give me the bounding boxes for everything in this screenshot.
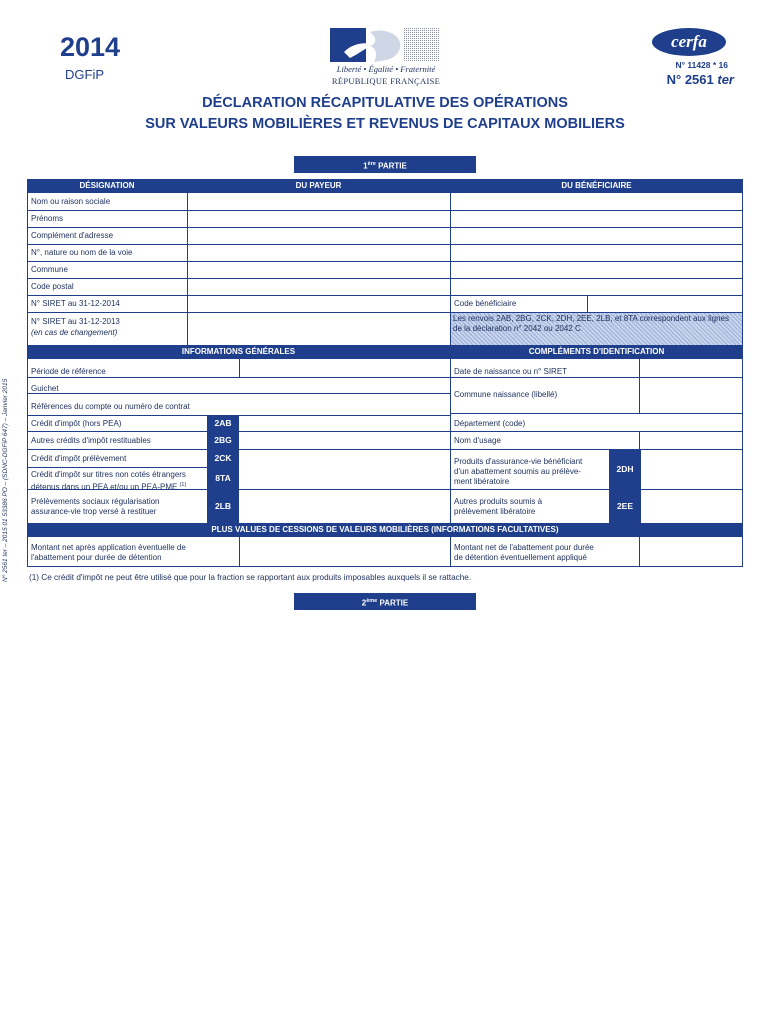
periode-field[interactable] <box>240 360 450 377</box>
code-2ab: 2AB <box>207 415 239 431</box>
beneficiaire-voie-field[interactable] <box>451 245 742 261</box>
label-credit-prelevement: Crédit d'impôt prélèvement <box>31 454 127 463</box>
republic-name: RÉPUBLIQUE FRANÇAISE <box>331 76 441 86</box>
label-montant-abattement-2: de détention éventuellement appliqué <box>454 553 587 562</box>
label-code-beneficiaire: Code bénéficiaire <box>454 299 517 308</box>
header-designation: DÉSIGNATION <box>27 179 187 193</box>
form-number <box>560 72 734 87</box>
label-nom-usage: Nom d'usage <box>454 436 501 445</box>
code-2ee: 2EE <box>609 490 641 523</box>
label-voie: N°, nature ou nom de la voie <box>31 248 133 257</box>
label-autres-2: prélèvement libératoire <box>454 507 536 516</box>
label-produits-2: d'un abattement soumis au prélève- <box>454 467 581 476</box>
label-siret-2013-note: (en cas de changement) <box>31 328 118 337</box>
part-1-banner <box>294 156 476 173</box>
code-2bg: 2BG <box>207 432 239 449</box>
label-guichet: Guichet <box>31 384 59 393</box>
payeur-siret-2013-field[interactable] <box>188 313 450 345</box>
label-montant-net-1: Montant net après application éventuelle de <box>31 543 186 552</box>
label-credit-hors-pea: Crédit d'impôt (hors PEA) <box>31 419 122 428</box>
label-prenoms: Prénoms <box>31 214 64 223</box>
marianne-logo <box>330 28 440 62</box>
nom-usage-field[interactable] <box>640 432 742 449</box>
credit-2ck-field[interactable] <box>240 450 450 467</box>
label-montant-abattement-1: Montant net de l'abattement pour durée <box>454 543 594 552</box>
label-montant-net-2: l'abattement pour durée de détention <box>31 553 162 562</box>
label-siret-2013: N° SIRET au 31-12-2013 <box>31 317 120 326</box>
header-plus-values: PLUS VALUES DE CESSIONS DE VALEURS MOBILIÈRES (INFORMATIONS FACULTATIVES) <box>27 523 743 537</box>
label-periode: Période de référence <box>31 367 106 376</box>
label-produits-1: Produits d'assurance-vie bénéficiant <box>454 457 583 466</box>
label-credit-titres-2-text: détenus dans un PEA et/ou un PEA-PME <box>31 482 178 492</box>
col-line <box>450 537 451 567</box>
form-number-main: N° 2561 <box>666 72 714 87</box>
payeur-voie-field[interactable] <box>188 245 450 261</box>
footnote: (1) Ce crédit d'impôt ne peut être utilisé que pour la fraction se rapportant aux produits imposables auxquels il se rattache. <box>29 573 472 582</box>
republic-motto: Liberté • Égalité • Fraternité <box>336 64 436 74</box>
form-table <box>27 179 743 567</box>
beneficiaire-commune-field[interactable] <box>451 262 742 278</box>
label-nom: Nom ou raison sociale <box>31 197 111 206</box>
commune-naissance-field[interactable] <box>640 378 742 413</box>
label-references: Références du compte ou numéro de contrat <box>31 402 190 411</box>
beneficiaire-code-postal-field[interactable] <box>451 279 742 295</box>
row-line <box>27 467 239 468</box>
cerfa-logo: cerfa <box>652 28 726 56</box>
code-beneficiaire-field[interactable] <box>588 296 742 312</box>
label-prelev-2: assurance-vie trop versé à restituer <box>31 507 157 516</box>
title-line-2: SUR VALEURS MOBILIÈRES ET REVENUS DE CAPITAUX MOBILIERS <box>145 116 625 132</box>
label-autres-credits: Autres crédits d'impôt restituables <box>31 436 151 445</box>
label-prelev-1: Prélèvements sociaux régularisation <box>31 497 160 506</box>
beneficiaire-nom-field[interactable] <box>451 194 742 210</box>
label-autres-1: Autres produits soumis à <box>454 497 543 506</box>
label-commune: Commune <box>31 265 68 274</box>
part-2-sup: ème <box>366 598 378 604</box>
credit-8ta-field[interactable] <box>240 468 450 489</box>
header-beneficiaire: DU BÉNÉFICIAIRE <box>450 179 743 193</box>
autres-2ee-field[interactable] <box>641 490 742 523</box>
part-1-sup: ère <box>367 161 376 167</box>
montant-net-field[interactable] <box>240 538 450 566</box>
naissance-field[interactable] <box>640 360 742 377</box>
border-bottom <box>27 566 743 567</box>
form-number-suffix: ter <box>717 72 734 87</box>
code-8ta: 8TA <box>207 467 239 489</box>
renvois-note: Les renvois 2AB, 2BG, 2CK, 2DH, 2EE, 2LB, et 8TA correspondent aux lignes de la déclaration n° 2042 ou 2042 C <box>451 313 742 345</box>
prelev-2lb-field[interactable] <box>240 490 450 523</box>
header-payeur: DU PAYEUR <box>187 179 450 193</box>
border-left <box>27 179 28 567</box>
side-reference-wrap <box>2 342 16 582</box>
beneficiaire-prenoms-field[interactable] <box>451 211 742 227</box>
beneficiaire-complement-field[interactable] <box>451 228 742 244</box>
guichet-field[interactable] <box>240 378 450 393</box>
border-right <box>742 179 743 567</box>
label-naissance: Date de naissance ou n° SIRET <box>454 367 568 376</box>
part-1-label: PARTIE <box>375 161 407 171</box>
label-departement: Département (code) <box>454 419 526 428</box>
header-informations-generales: INFORMATIONS GÉNÉRALES <box>27 345 450 359</box>
payeur-complement-field[interactable] <box>188 228 450 244</box>
label-produits-3: ment libératoire <box>454 477 510 486</box>
produits-2dh-field[interactable] <box>641 450 742 489</box>
part-1-number: 1 <box>363 161 368 171</box>
part-2-number: 2 <box>361 598 367 608</box>
part-2-label: PARTIE <box>377 598 409 608</box>
credit-2ab-field[interactable] <box>240 416 450 431</box>
title-line-1: DÉCLARATION RÉCAPITULATIVE DES OPÉRATIONS <box>202 95 568 111</box>
part-2-banner <box>294 593 476 610</box>
payeur-nom-field[interactable] <box>188 194 450 210</box>
label-siret-2014: N° SIRET au 31-12-2014 <box>31 299 120 308</box>
cerfa-number: N° 11428 * 16 <box>675 60 728 70</box>
header-complements-identification: COMPLÉMENTS D'IDENTIFICATION <box>450 345 743 359</box>
label-code-postal: Code postal <box>31 282 74 291</box>
form-year: 2014 <box>60 32 121 62</box>
label-commune-naissance: Commune naissance (libellé) <box>454 390 558 399</box>
col-line <box>450 359 451 523</box>
credit-2bg-field[interactable] <box>240 432 450 449</box>
label-credit-titres-2 <box>31 480 186 493</box>
references-field[interactable] <box>240 394 450 415</box>
side-reference-text: N° 2561 ter – 2015 01 53386 PO – (SDNC-DGFiP 647) – Janvier 2015 <box>2 378 9 582</box>
payeur-prenoms-field[interactable] <box>188 211 450 227</box>
label-credit-titres-1: Crédit d'impôt sur titres non cotés étrangers <box>31 470 186 479</box>
code-2dh: 2DH <box>609 450 641 489</box>
organization-name: DGFiP <box>65 67 104 82</box>
montant-abattement-field[interactable] <box>640 538 742 566</box>
code-2ck: 2CK <box>207 450 239 467</box>
footnote-ref: (1) <box>179 482 187 488</box>
code-2lb: 2LB <box>207 490 239 523</box>
label-complement-adresse: Complément d'adresse <box>31 231 114 240</box>
departement-field[interactable] <box>640 414 742 431</box>
payeur-commune-field[interactable] <box>188 262 450 278</box>
payeur-code-postal-field[interactable] <box>188 279 450 295</box>
payeur-siret-2014-field[interactable] <box>188 296 450 312</box>
